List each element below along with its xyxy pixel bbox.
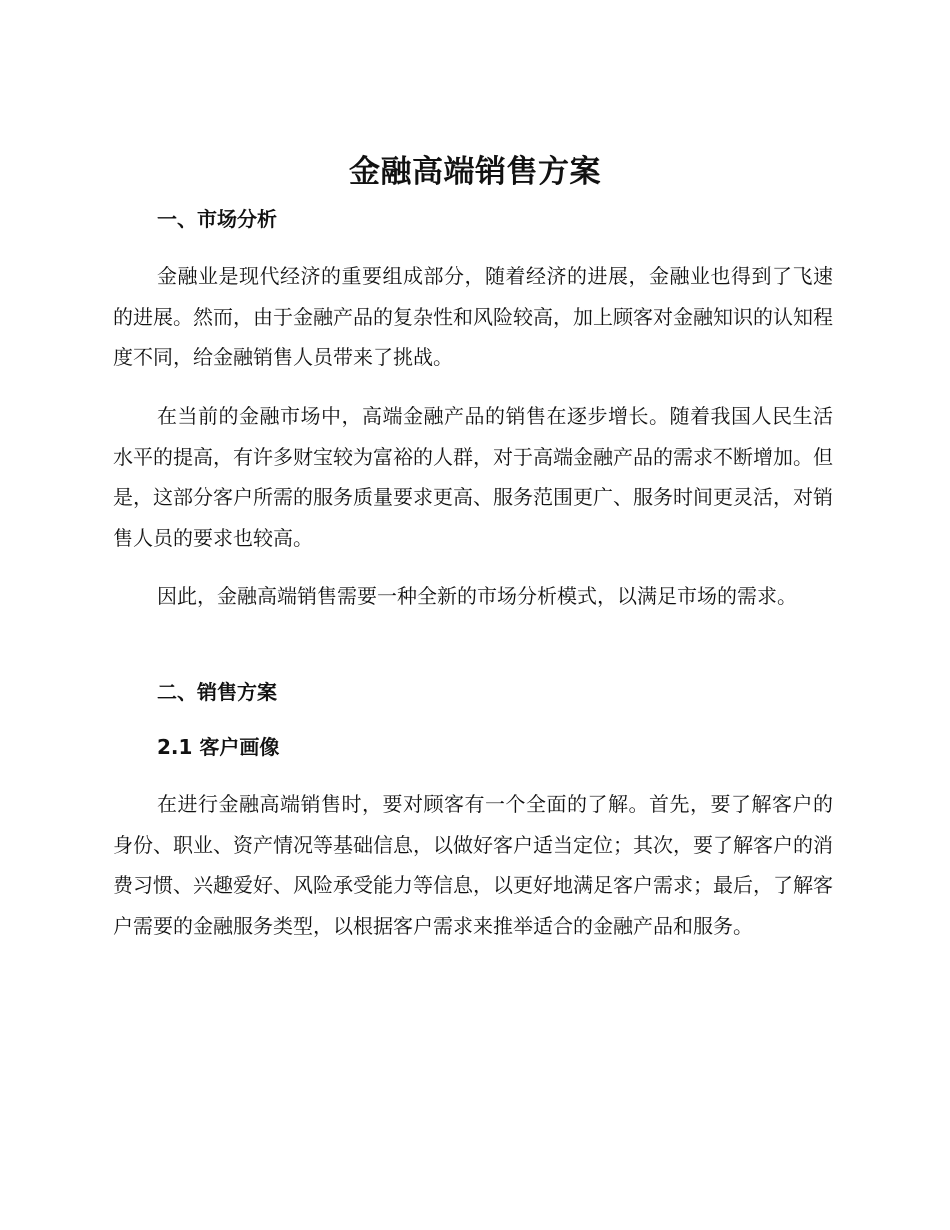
section-heading-sales-plan: 二、销售方案 (157, 680, 277, 704)
paragraph: 金融业是现代经济的重要组成部分，随着经济的进展，金融业也得到了飞速的进展。然而，由于金融产品的复杂性和风险较高，加上顾客对金融知识的认知程度不同，给金融销售人员带来了挑战。 (113, 264, 833, 369)
section-heading-market-analysis: 一、市场分析 (157, 207, 277, 231)
paragraph: 因此，金融高端销售需要一种全新的市场分析模式，以满足市场的需求。 (157, 584, 797, 608)
paragraph: 在进行金融高端销售时，要对顾客有一个全面的了解。首先，要了解客户的身份、职业、资产情况等基础信息，以做好客户适当定位；其次，要了解客户的消费习惯、兴趣爱好、风险承受能力等信息，以更好地满足客户需求；最后，了解客户需要的金融服务类型，以根据客户需求来推举适合的金融产品和服务。 (113, 792, 833, 938)
subsection-heading-customer-profile: 2.1 客户画像 (157, 735, 280, 759)
paragraph: 在当前的金融市场中，高端金融产品的销售在逐步增长。随着我国人民生活水平的提高，有许多财宝较为富裕的人群，对于高端金融产品的需求不断增加。但是，这部分客户所需的服务质量要求更高、服务范围更广、服务时间更灵活，对销售人员的要求也较高。 (113, 404, 833, 550)
document-title: 金融高端销售方案 (349, 154, 601, 190)
